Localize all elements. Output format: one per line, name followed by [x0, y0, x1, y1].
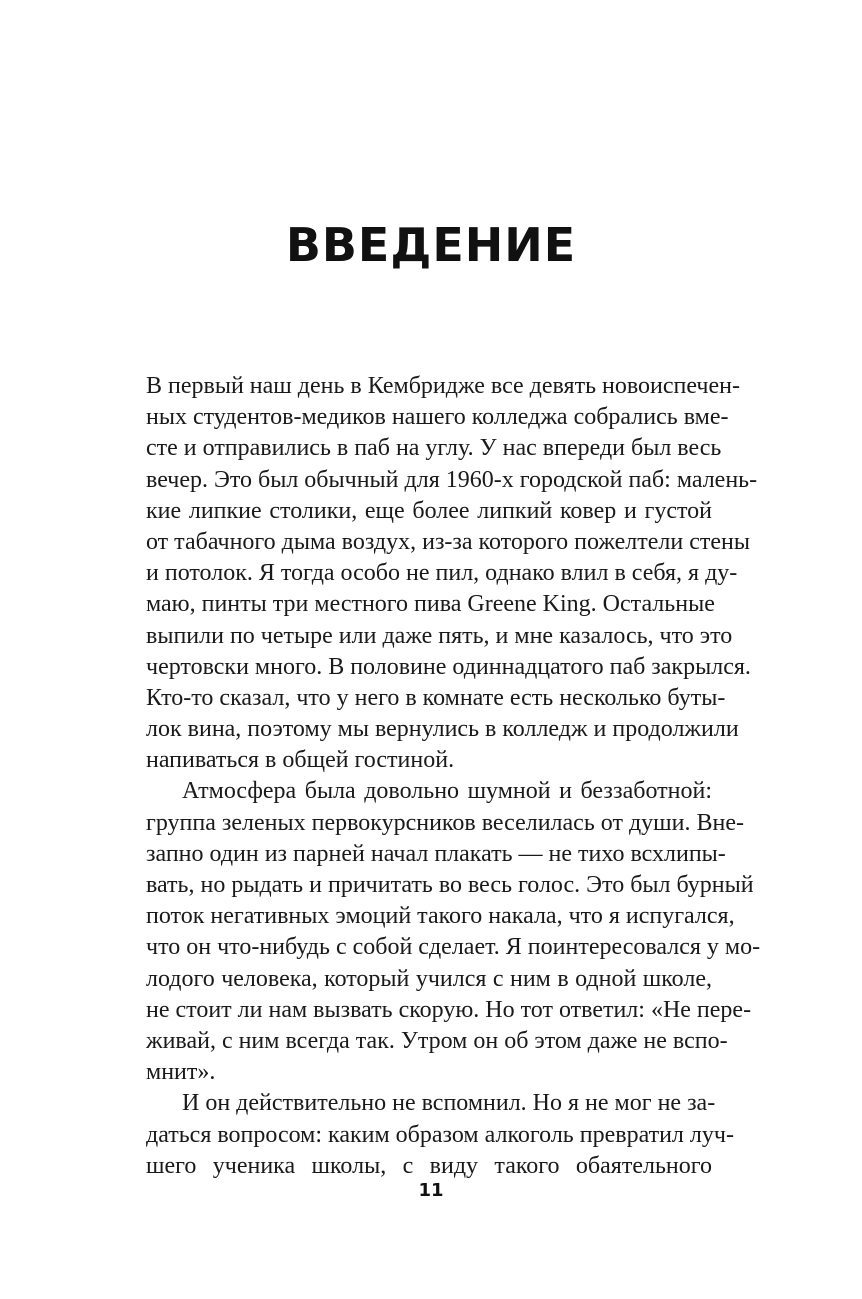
text-line: кие липкие столики, еще более липкий ковер и густой — [146, 497, 712, 524]
text-line: что он что-нибудь с собой сделает. Я поинтересовался у мо- — [146, 934, 761, 961]
text-line: поток негативных эмоций такого накала, что я испугался, — [146, 903, 735, 930]
text-line: группа зеленых первокурсников веселилась от души. Вне- — [146, 809, 744, 836]
text-line: вечер. Это был обычный для 1960-х городской паб: малень- — [146, 466, 758, 493]
text-line: вать, но рыдать и причитать во весь голос. Это был бурный — [146, 872, 754, 898]
text-line: Атмосфера была довольно шумной и беззаботной: — [182, 778, 712, 805]
text-line: от табачного дыма воздух, из-за которого пожелтели стены — [146, 528, 750, 555]
paragraph — [146, 371, 758, 776]
text-line: напиваться в общей гостиной. — [146, 747, 455, 774]
text-line: сте и отправились в паб на углу. У нас впереди был весь — [146, 435, 722, 462]
text-line: лодого человека, который учился с ним в одной школе, — [146, 965, 712, 992]
text-line: не стоит ли нам вызвать скорую. Но тот ответил: «Не пере- — [146, 996, 752, 1023]
text-line: и потолок. Я тогда особо не пил, однако влил в себя, я ду- — [146, 560, 738, 587]
text-line: живай, с ним всегда так. Утром он об этом даже не вспо- — [146, 1027, 728, 1054]
text-line: ных студентов-медиков нашего колледжа собрались вме- — [146, 404, 729, 431]
text-line: даться вопросом: каким образом алкоголь превратил луч- — [146, 1121, 734, 1148]
text-line: маю, пинты три местного пива Greene King. Остальные — [146, 591, 715, 618]
text-line: лок вина, поэтому мы вернулись в колледж и продолжили — [146, 716, 739, 743]
text-line: мнит». — [146, 1059, 216, 1086]
paragraph — [146, 776, 761, 1088]
text-line: И он действительно не вспомнил. Но я не мог не за- — [182, 1090, 716, 1117]
body-text — [146, 371, 761, 1182]
text-line: чертовски много. В половине одиннадцатого паб закрылся. — [146, 653, 751, 680]
text-line: Кто-то сказал, что у него в комнате есть несколько буты- — [146, 684, 726, 711]
text-line: шего ученика школы, с виду такого обаятельного — [146, 1152, 712, 1179]
text-line: запно один из парней начал плакать — не тихо всхлипы- — [146, 840, 726, 867]
text-line: В первый наш день в Кембридже все девять новоиспечен- — [146, 373, 740, 399]
chapter-title: ВВЕДЕНИЕ — [285, 218, 577, 272]
text-line: выпили по четыре или даже пять, и мне казалось, что это — [146, 622, 733, 649]
paragraph — [146, 1088, 734, 1182]
page-number: 11 — [418, 1180, 444, 1201]
